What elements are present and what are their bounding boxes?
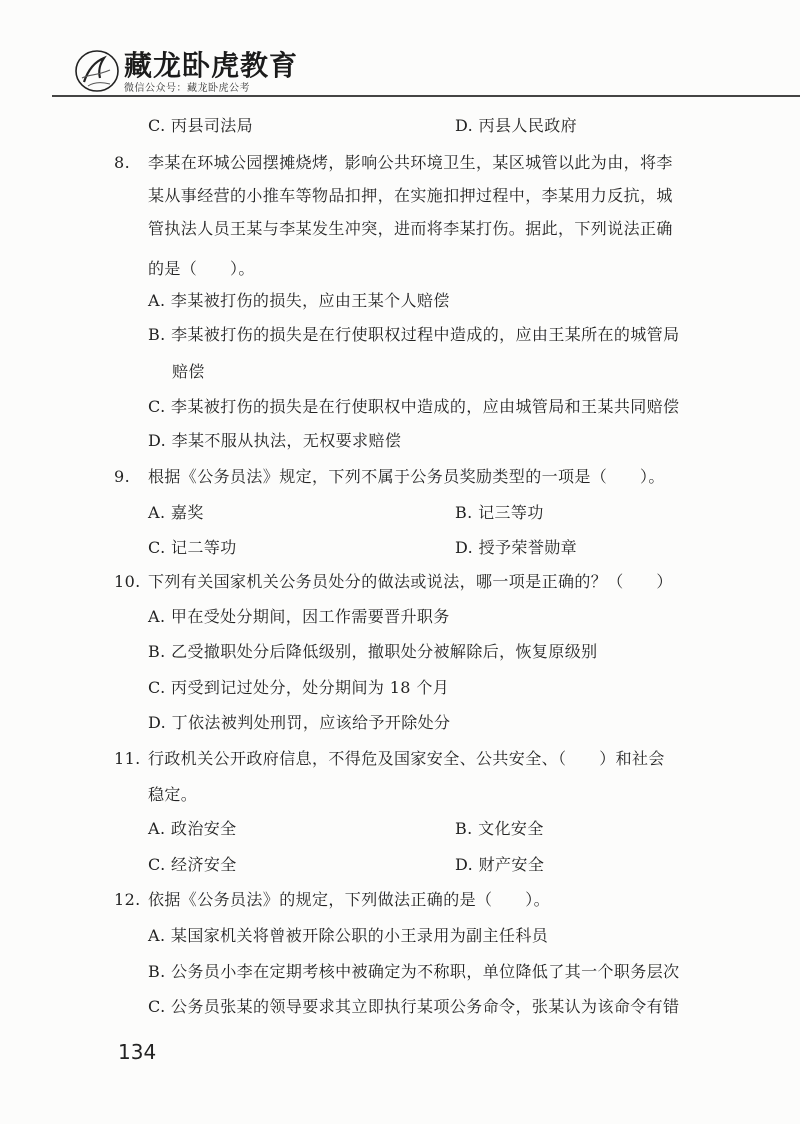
q11-option-c: C. 经济安全 (148, 855, 237, 874)
q12-stem: 依据《公务员法》的规定，下列做法正确的是（ ）。 (148, 890, 551, 909)
q7-option-d: D. 丙县人民政府 (455, 116, 578, 135)
q8-option-a: A. 李某被打伤的损失，应由王某个人赔偿 (148, 291, 450, 310)
q10-stem: 下列有关国家机关公务员处分的做法或说法，哪一项是正确的？（ ） (148, 572, 673, 591)
q11-number: 11. (114, 749, 141, 768)
q8-number: 8. (114, 153, 131, 172)
q12-option-b: B. 公务员小李在定期考核中被确定为不称职，单位降低了其一个职务层次 (148, 962, 680, 981)
brand-name: 藏龙卧虎教育 (124, 49, 299, 82)
q8-stem-line: 李某在环城公园摆摊烧烤，影响公共环境卫生，某区城管以此为由，将李 (148, 153, 673, 172)
q9-option-c: C. 记二等功 (148, 538, 237, 557)
q10-option-d: D. 丁依法被判处刑罚，应该给予开除处分 (148, 713, 451, 732)
q9-stem: 根据《公务员法》规定，下列不属于公务员奖励类型的一项是（ ）。 (148, 467, 665, 486)
page-header (0, 0, 800, 100)
q10-option-a: A. 甲在受处分期间，因工作需要晋升职务 (148, 607, 450, 626)
q11-option-b: B. 文化安全 (455, 819, 544, 838)
q8-stem-line: 某从事经营的小推车等物品扣押，在实施扣押过程中，李某用力反抗，城 (148, 186, 673, 205)
logo-icon (74, 48, 120, 94)
q9-option-d: D. 授予荣誉勋章 (455, 538, 578, 557)
q10-number: 10. (114, 572, 141, 591)
q10-option-c: C. 丙受到记过处分，处分期间为 18 个月 (148, 678, 450, 697)
q11-option-a: A. 政治安全 (148, 819, 237, 838)
q8-option-b-cont: 赔偿 (172, 362, 205, 381)
q8-option-d: D. 李某不服从执法，无权要求赔偿 (148, 431, 402, 450)
q9-option-b: B. 记三等功 (455, 503, 544, 522)
q11-stem-line: 行政机关公开政府信息，不得危及国家安全、公共安全、（ ）和社会 (148, 749, 665, 768)
page-number: 134 (118, 1040, 157, 1064)
q8-option-b: B. 李某被打伤的损失是在行使职权过程中造成的，应由王某所在的城管局 (148, 325, 680, 344)
brand-tagline: 微信公众号：藏龙卧虎公考 (124, 83, 250, 94)
q8-option-c: C. 李某被打伤的损失是在行使职权中造成的，应由城管局和王某共同赔偿 (148, 397, 680, 416)
q9-option-a: A. 嘉奖 (148, 503, 204, 522)
q12-option-a: A. 某国家机关将曾被开除公职的小王录用为副主任科员 (148, 926, 549, 945)
header-divider (52, 95, 800, 97)
q8-stem-line: 管执法人员王某与李某发生冲突，进而将李某打伤。据此，下列说法正确 (148, 219, 673, 238)
q8-stem-line: 的是（ ）。 (148, 259, 255, 278)
q12-number: 12. (114, 890, 141, 909)
q12-option-c: C. 公务员张某的领导要求其立即执行某项公务命令，张某认为该命令有错 (148, 997, 680, 1016)
q9-number: 9. (114, 467, 131, 486)
q11-stem-line: 稳定。 (148, 785, 198, 804)
q10-option-b: B. 乙受撤职处分后降低级别，撤职处分被解除后，恢复原级别 (148, 642, 598, 661)
q11-option-d: D. 财产安全 (455, 855, 545, 874)
q7-option-c: C. 丙县司法局 (148, 116, 254, 135)
